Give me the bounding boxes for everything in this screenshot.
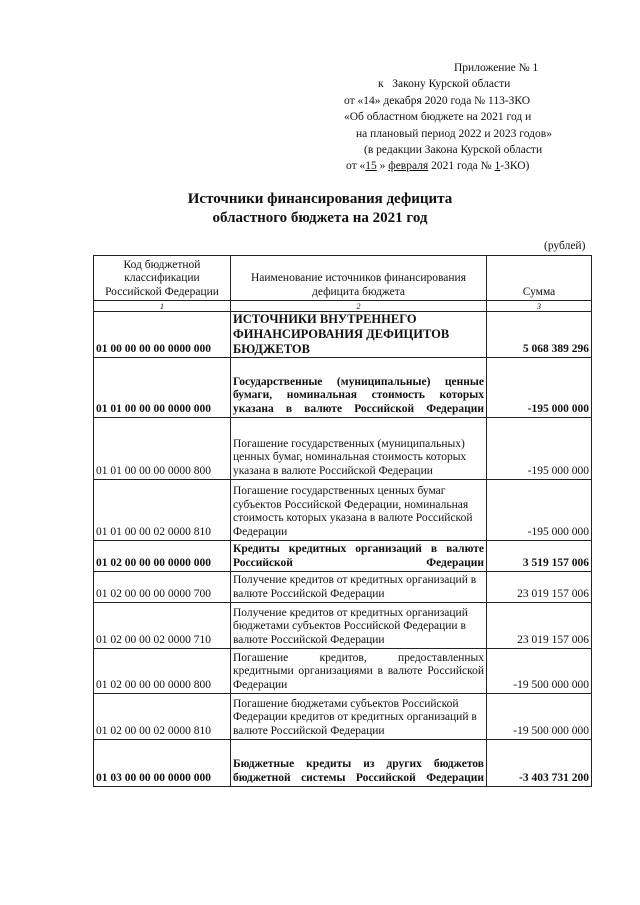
appendix-block: [336, 60, 598, 175]
appendix-line-6: (в редакции Закона Курской области: [364, 144, 543, 157]
row-amount: -195 000 000: [487, 418, 592, 480]
units-label: (рублей): [544, 240, 586, 252]
table-header-row: [94, 256, 592, 301]
table-row: [94, 480, 592, 541]
table-row: [94, 572, 592, 603]
sources-table: [93, 255, 592, 787]
table-row: [94, 312, 592, 358]
appendix-line-7: [336, 158, 598, 174]
table-row: [94, 418, 592, 480]
column-number-row: [94, 301, 592, 312]
table-row: [94, 649, 592, 694]
header-name: Наименование источников финансирования дефицита бюджета: [231, 256, 487, 301]
appendix-date-day: 15: [365, 160, 377, 173]
table-row: [94, 358, 592, 418]
appendix-line-3: от «14» декабря 2020 года № 113-ЗКО: [344, 94, 531, 107]
appendix-date-year: 2021 года №: [428, 160, 495, 173]
column-number-2: 2: [231, 301, 487, 312]
row-amount: -19 500 000 000: [487, 649, 592, 694]
row-name: Бюджетные кредиты из других бюджетов бюджетной системы Российской Федерации: [231, 740, 487, 787]
appendix-line-1: Приложение № 1: [454, 62, 539, 74]
row-code: 01 00 00 00 00 0000 000: [94, 312, 231, 358]
row-amount: -3 403 731 200: [487, 740, 592, 787]
table-row: [94, 603, 592, 649]
row-code: 01 01 00 00 00 0000 000: [94, 358, 231, 418]
appendix-date-prefix: от «: [346, 160, 366, 173]
row-amount: -19 500 000 000: [487, 694, 592, 740]
row-name: ИСТОЧНИКИ ВНУТРЕННЕГО ФИНАНСИРОВАНИЯ ДЕФИЦИТОВ БЮДЖЕТОВ: [231, 312, 487, 358]
page-title: [0, 190, 640, 228]
column-number-1: 1: [94, 301, 231, 312]
table-row: [94, 541, 592, 572]
header-code: Код бюджетной классификации Российской Федерации: [94, 256, 231, 301]
row-code: 01 01 00 00 02 0000 810: [94, 480, 231, 541]
row-code: 01 02 00 00 00 0000 800: [94, 649, 231, 694]
row-name: Погашение государственных (муниципальных) ценных бумаг, номинальная стоимость которых указана в валюте Российской Федерации: [231, 418, 487, 480]
title-line-1: Источники финансирования дефицита: [187, 191, 453, 207]
appendix-line-2: к Закону Курской области: [378, 78, 511, 91]
table-row: [94, 740, 592, 787]
row-name: Погашение кредитов, предоставленных кредитными организациями в валюте Российской Федерации: [231, 649, 487, 694]
appendix-date-month: февраля: [388, 160, 429, 173]
column-number-3: 3: [487, 301, 592, 312]
row-code: 01 02 00 00 02 0000 710: [94, 603, 231, 649]
header-amount: Сумма: [487, 256, 592, 301]
appendix-date-mid: »: [376, 160, 389, 173]
row-code: 01 02 00 00 00 0000 700: [94, 572, 231, 603]
appendix-date-suffix: -ЗКО): [500, 160, 530, 173]
row-code: 01 02 00 00 00 0000 000: [94, 541, 231, 572]
row-name: Получение кредитов от кредитных организаций бюджетами субъектов Российской Федерации в валюте Российской Федерации: [231, 603, 487, 649]
row-amount: -195 000 000: [487, 480, 592, 541]
appendix-line-4: «Об областном бюджете на 2021 год и: [344, 111, 532, 124]
row-name: Погашение государственных ценных бумаг субъектов Российской Федерации, номинальная стоимость которых указана в валюте Российской Федерации: [231, 480, 487, 541]
row-amount: 23 019 157 006: [487, 603, 592, 649]
row-code: 01 02 00 00 02 0000 810: [94, 694, 231, 740]
row-amount: 3 519 157 006: [487, 541, 592, 572]
title-line-2: областного бюджета на 2021 год: [212, 210, 428, 226]
row-amount: 5 068 389 296: [487, 312, 592, 358]
row-name: Получение кредитов от кредитных организаций в валюте Российской Федерации: [231, 572, 487, 603]
appendix-law-number: 1: [494, 160, 501, 173]
row-amount: 23 019 157 006: [487, 572, 592, 603]
row-name: Погашение бюджетами субъектов Российской Федерации кредитов от кредитных организаций в валюте Российской Федерации: [231, 694, 487, 740]
appendix-line-5: на плановый период 2022 и 2023 годов»: [356, 127, 552, 140]
row-code: 01 03 00 00 00 0000 000: [94, 740, 231, 787]
row-code: 01 01 00 00 00 0000 800: [94, 418, 231, 480]
row-name: Государственные (муниципальные) ценные бумаги, номинальная стоимость которых указана в валюте Российской Федерации: [231, 358, 487, 418]
table-row: [94, 694, 592, 740]
row-name: Кредиты кредитных организаций в валюте Российской Федерации: [231, 541, 487, 572]
row-amount: -195 000 000: [487, 358, 592, 418]
